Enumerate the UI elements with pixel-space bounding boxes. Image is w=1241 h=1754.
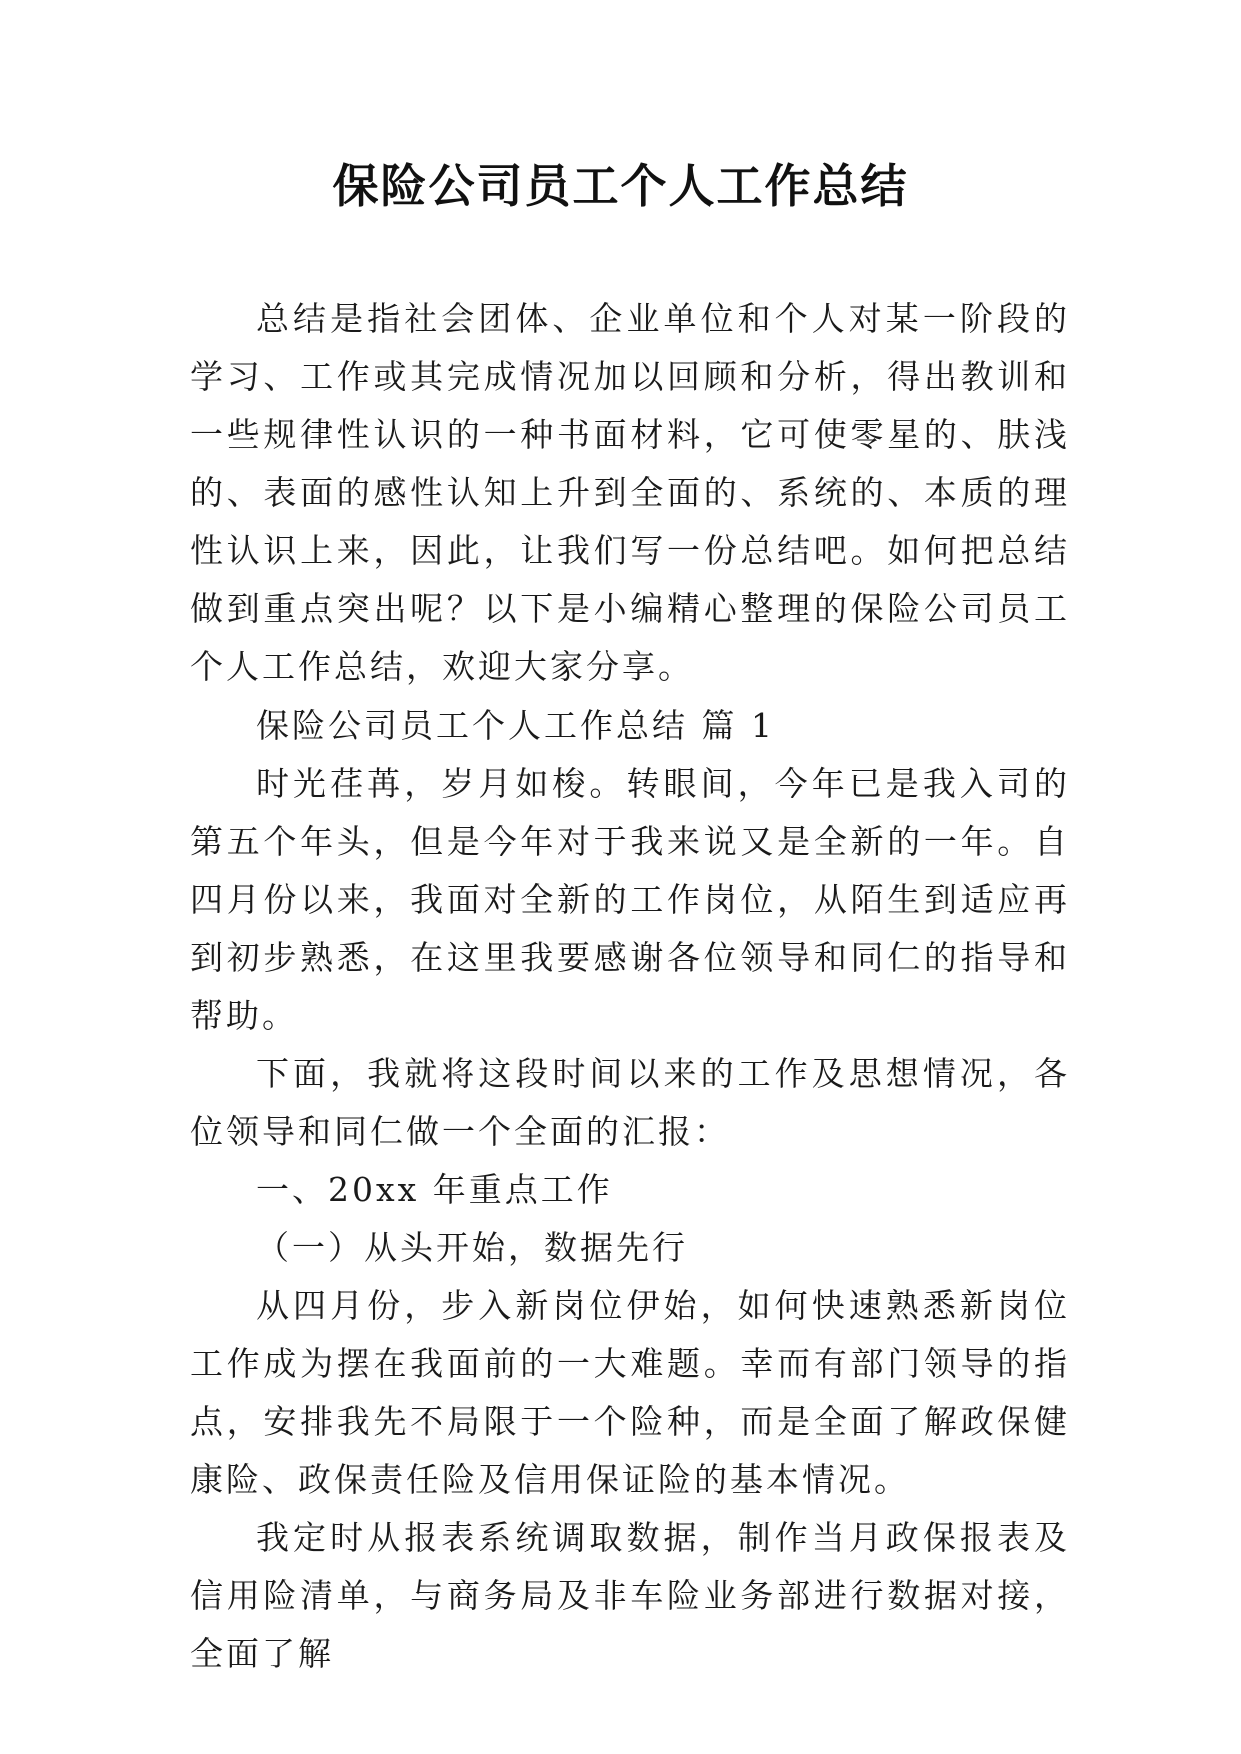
sub-heading: （一）从头开始，数据先行 (256, 1228, 688, 1267)
section-heading: 保险公司员工个人工作总结 篇 1 (256, 706, 775, 745)
intro-section (190, 290, 1070, 696)
paragraph: 下面，我就将这段时间以来的工作及思想情况，各位领导和同仁做一个全面的汇报： (190, 1054, 1070, 1151)
paragraph: 从四月份，步入新岗位伊始，如何快速熟悉新岗位工作成为摆在我面前的一大难题。幸而有部门领导的指点，安排我先不局限于一个险种，而是全面了解政保健康险、政保责任险及信用保证险的基本情况。 (190, 1286, 1070, 1499)
numbered-heading: 一、20xx 年重点工作 (256, 1170, 613, 1209)
article-section (190, 697, 1070, 1683)
intro-paragraph: 总结是指社会团体、企业单位和个人对某一阶段的学习、工作或其完成情况加以回顾和分析，得出教训和一些规律性认识的一种书面材料，它可使零星的、肤浅的、表面的感性认知上升到全面的、系统的、本质的理性认识上来，因此，让我们写一份总结吧。如何把总结做到重点突出呢？以下是小编精心整理的保险公司员工个人工作总结，欢迎大家分享。 (190, 299, 1070, 686)
paragraph: 时光荏苒，岁月如梭。转眼间，今年已是我入司的第五个年头，但是今年对于我来说又是全新的一年。自四月份以来，我面对全新的工作岗位，从陌生到适应再到初步熟悉，在这里我要感谢各位领导和同仁的指导和帮助。 (190, 764, 1070, 1035)
document-title: 保险公司员工个人工作总结 (332, 159, 909, 213)
paragraph: 我定时从报表系统调取数据，制作当月政保报表及信用险清单，与商务局及非车险业务部进行数据对接，全面了解 (190, 1518, 1070, 1673)
